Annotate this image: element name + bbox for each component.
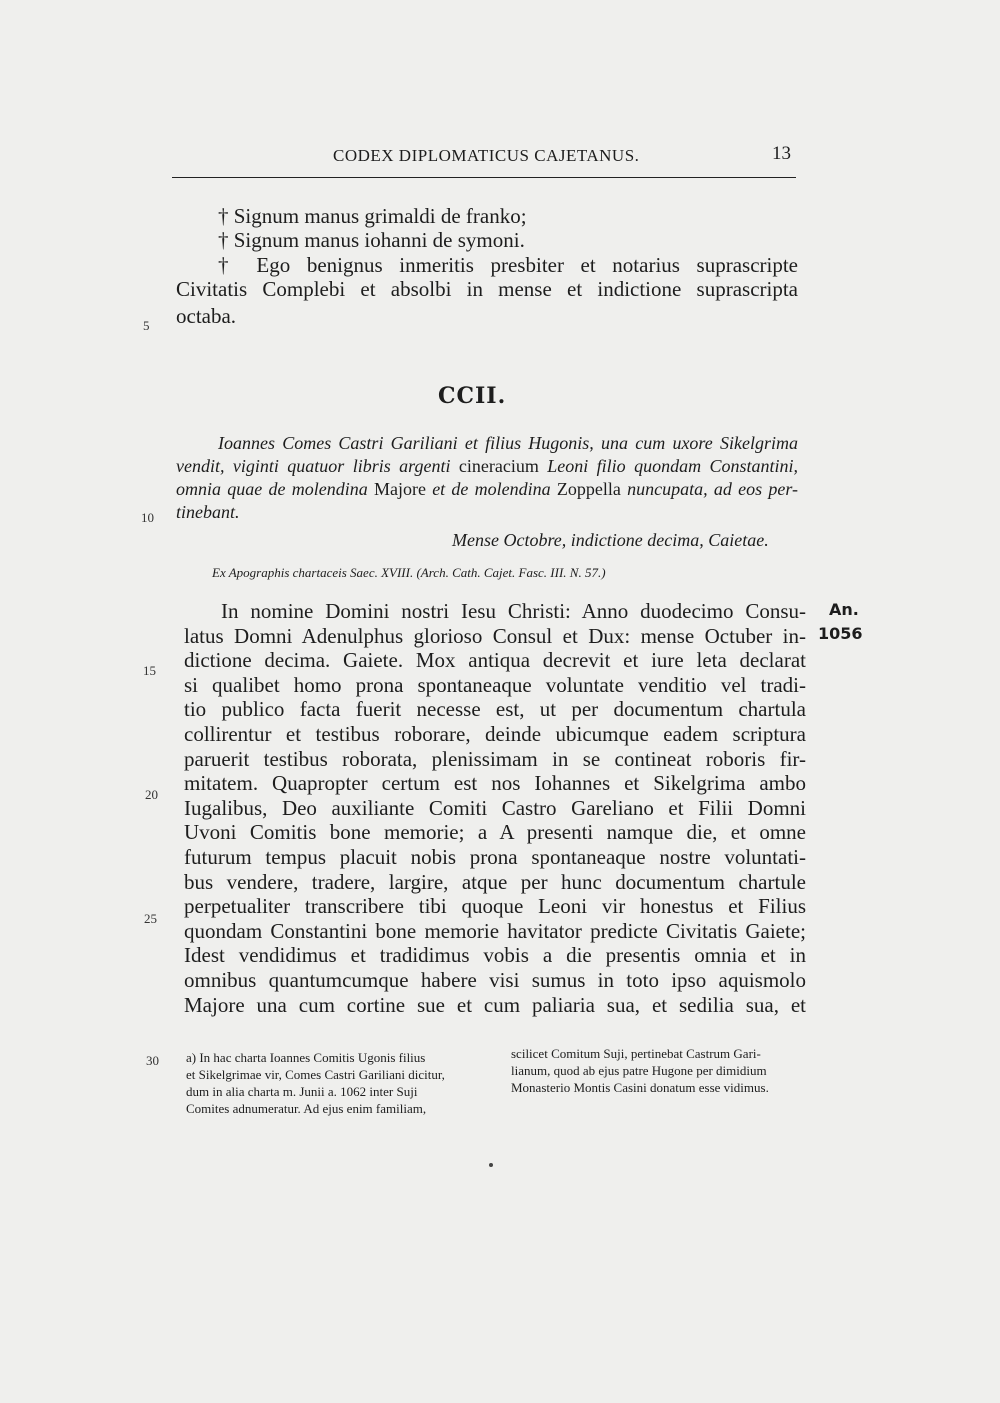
body-line: latus Domni Adenulphus glorioso Consul et Dux: mense Octuber in- — [184, 623, 806, 648]
body-line: quondam Constantini bone memorie havitator predicte Civitatis Gaiete; — [184, 918, 806, 943]
line-number: 30 — [146, 1053, 159, 1068]
body-line: dictione decima. Gaiete. Mox antiqua decrevit et iure leta declarat — [184, 648, 806, 673]
line-number: 5 — [143, 318, 150, 333]
header-rule — [172, 177, 796, 178]
body-line: Majore una cum cortine sue et cum paliaria sua, et sedilia sua, et — [184, 992, 806, 1017]
body-line: omnibus quantumcumque habere visi sumus in toto ipso aquismolo — [184, 968, 806, 992]
margin-year-value: 1056 — [818, 624, 863, 643]
notary-line: Civitatis Complebi et absolbi in mense et indictione suprascripta — [176, 277, 798, 301]
source-note: Ex Apographis chartaceis Saec. XVIII. (Arch. Cath. Cajet. Fasc. III. N. 57.) — [212, 565, 606, 580]
signature-line: † Signum manus grimaldi de franko; — [218, 204, 527, 228]
notary-line: octaba. — [176, 304, 237, 328]
body-line: futurum tempus placuit nobis prona spontaneaque nostre voluntati- — [184, 845, 806, 869]
body-line: Idest vendidimus et tradidimus vobis a die presentis omnia et in — [184, 943, 806, 968]
footnote-right: lianum, quod ab ejus patre Hugone per dimidium — [511, 1063, 767, 1078]
body-line: collirentur et testibus roborare, deinde ubicumque eadem scriptura — [184, 722, 806, 746]
body-line: perpetualiter transcribere tibi quoque Leoni vir honestus et Filius — [184, 894, 806, 919]
line-number: 10 — [141, 510, 154, 525]
body-line: tio publico facta fuerit necesse est, ut per documentum chartula — [184, 697, 806, 722]
footnote-left: dum in alia charta m. Junii a. 1062 inter Suji — [186, 1084, 418, 1099]
summary-line: vendit, viginti quatuor libris argenti cineracium Leoni filio quondam Constantini, — [176, 456, 798, 476]
footnote-right: Monasterio Montis Casini donatum esse vidimus. — [511, 1080, 769, 1095]
summary-line: tinebant. — [176, 502, 240, 522]
printer-dot — [489, 1163, 493, 1167]
signature-line: † Signum manus iohanni de symoni. — [218, 228, 525, 252]
body-line: Uvoni Comitis bone memorie; a A presenti namque die, et omne — [184, 820, 806, 845]
line-number: 25 — [144, 911, 157, 926]
line-number: 20 — [145, 787, 158, 802]
summary-line: omnia quae de molendina Majore et de molendina Zoppella nuncupata, ad eos per- — [176, 479, 798, 499]
date-line: Mense Octobre, indictione decima, Caietae. — [452, 530, 769, 550]
body-line: mitatem. Quapropter certum est nos Iohannes et Sikelgrima ambo — [184, 771, 806, 796]
footnote-right: scilicet Comitum Suji, pertinebat Castrum Gari- — [511, 1046, 761, 1061]
document-number: CCII. — [438, 383, 507, 409]
margin-year-label: An. — [829, 600, 859, 619]
footnote-left: et Sikelgrimae vir, Comes Castri Gariliani dicitur, — [186, 1067, 445, 1082]
body-line: paruerit testibus roborata, plenissimam in se contineat roboris fir- — [184, 746, 806, 771]
page-number: 13 — [772, 143, 791, 164]
footnote-left: a) In hac charta Ioannes Comitis Ugonis filius — [186, 1050, 426, 1065]
running-title: CODEX DIPLOMATICUS CAJETANUS. — [333, 146, 640, 165]
body-line: Iugalibus, Deo auxiliante Comiti Castro Gareliano et Filii Domni — [184, 795, 806, 820]
body-line: In nomine Domini nostri Iesu Christi: Anno duodecimo Consu- — [221, 599, 806, 623]
body-line: si qualibet homo prona spontaneaque voluntate venditio vel tradi- — [184, 672, 806, 697]
summary-line: Ioannes Comes Castri Gariliani et filius Hugonis, una cum uxore Sikelgrima — [218, 433, 798, 453]
footnote-left: Comites adnumeratur. Ad ejus enim familiam, — [186, 1101, 427, 1116]
body-line: bus vendere, tradere, largire, atque per hunc documentum chartule — [184, 869, 806, 894]
line-number: 15 — [143, 663, 156, 678]
notary-line: † Ego benignus inmeritis presbiter et notarius suprascripte — [218, 253, 798, 277]
